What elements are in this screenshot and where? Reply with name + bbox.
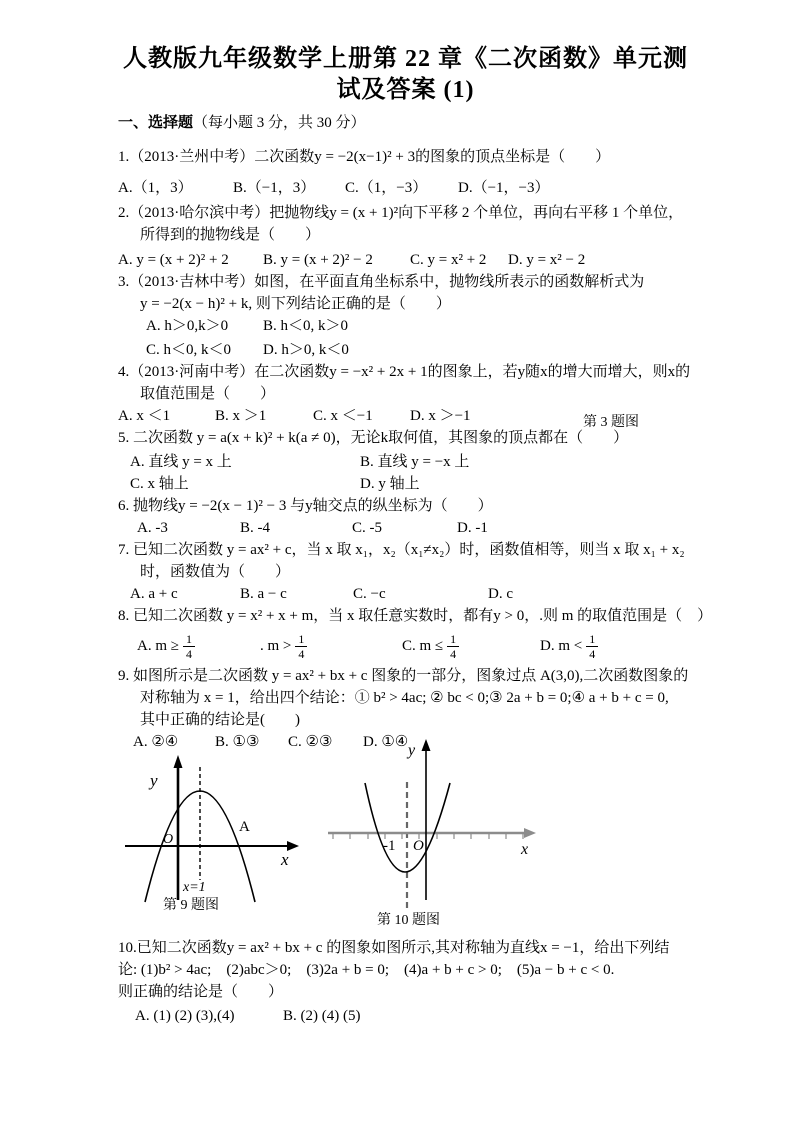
question-2-option-a: A. y = (x + 2)² + 2: [118, 252, 229, 268]
question-7: [118, 539, 693, 605]
question-6-option-d: D. -1: [457, 520, 488, 536]
page-title: [118, 44, 693, 106]
question-2-options: [118, 249, 693, 271]
page-title-line-1: 人教版九年级数学上册第 22 章《二次函数》单元测: [123, 46, 688, 72]
question-1-option-a: A.（1，3）: [118, 180, 193, 196]
question-10-line-3: 则正确的结论是（ ）: [118, 984, 284, 1000]
question-8-option-d: [540, 633, 598, 660]
question-8-option-d-text: D. m <: [540, 638, 583, 654]
question-7-options: [118, 583, 693, 605]
question-8-option-b-text: . m >: [260, 638, 292, 654]
question-6-option-b: B. -4: [240, 520, 270, 536]
figure-9-caption: 第 9 题图: [163, 898, 219, 913]
question-3-line-2: y = −2(x − h)² + k, 则下列结论正确的是（ ）: [140, 296, 451, 312]
figure-question-10: [322, 737, 552, 929]
x-axis-label: x: [521, 841, 529, 858]
origin-label: O: [163, 832, 174, 847]
x-axis-arrow: [287, 841, 299, 851]
question-2: [118, 202, 693, 271]
fraction: [183, 633, 195, 660]
question-4-option-b: B. x ＞1: [215, 408, 267, 424]
fraction: [586, 633, 598, 660]
question-10-line-1: 10.已知二次函数y = ax² + bx + c 的图象如图所示,其对称轴为直线x = −1，给出下列结: [118, 940, 670, 956]
fraction-numerator: 1: [295, 633, 307, 647]
fraction: [447, 633, 459, 660]
question-1-option-b: B.（−1，3）: [233, 180, 316, 196]
point-a-label: A: [239, 819, 250, 835]
question-7-option-d: D. c: [488, 586, 513, 602]
question-4-option-d: D. x ＞−1: [410, 408, 471, 424]
question-8: [118, 605, 713, 665]
question-8-line-1: 8. 已知二次函数 y = x² + x + m，当 x 取任意实数时，都有y > 0，.则 m 的取值范围是（ ）: [118, 608, 713, 624]
question-10-options: [118, 1005, 693, 1027]
fraction-denominator: 4: [589, 646, 596, 661]
symmetry-axis-label: x=1: [183, 880, 206, 895]
question-3-option-b: B. h＜0, k＞0: [263, 318, 349, 334]
question-8-option-b: [260, 633, 402, 660]
question-2-option-b: B. y = (x + 2)² − 2: [263, 252, 373, 268]
question-6-options: [118, 517, 693, 539]
question-10-line-2: 论: (1)b² > 4ac; (2)abc＞0; (3)2a + b = 0; (4)a + b + c > 0; (5)a − b + c < 0.: [118, 962, 615, 978]
fraction-denominator: 4: [298, 646, 305, 661]
question-5-option-c: C. x 轴上: [130, 476, 189, 492]
question-1-option-d: D.（−1，−3）: [458, 180, 550, 196]
question-5-option-a: A. 直线 y = x 上: [130, 454, 232, 470]
question-7-option-a: A. a + c: [130, 586, 178, 602]
x-axis-arrow: [524, 828, 536, 838]
question-7-line-1: 7. 已知二次函数 y = ax² + c，当 x 取 x₁，x₂（x₁≠x₂）时，函数值相等，则当 x 取 x₁ + x₂: [118, 542, 685, 558]
y-axis-label: y: [150, 771, 158, 790]
question-5-option-b: B. 直线 y = −x 上: [360, 454, 470, 470]
question-8-options: [118, 627, 693, 665]
question-9-line-1: 9. 如图所示是二次函数 y = ax² + bx + c 图象的一部分，图象过点 A(3,0),二次函数图象的: [118, 668, 689, 684]
fraction-denominator: 4: [450, 646, 457, 661]
section-heading-bold: 一、选择题: [118, 115, 194, 131]
question-4-option-a: A. x ＜1: [118, 408, 171, 424]
question-8-option-a: [137, 633, 260, 660]
question-7-option-c: C. −c: [353, 586, 386, 602]
origin-label: O: [413, 838, 424, 854]
question-4-line-1: 4.（2013·河南中考）在二次函数y = −x² + 2x + 1的图象上，若y随x的增大而增大，则x的: [118, 364, 691, 380]
question-10-option-b: B. (2) (4) (5): [283, 1008, 361, 1024]
question-8-option-c: [402, 633, 540, 660]
fraction-numerator: 1: [586, 633, 598, 647]
question-5-option-d: D. y 轴上: [360, 476, 420, 492]
section-heading: [118, 113, 693, 134]
question-3-options-row-2: [118, 339, 693, 361]
x-tick-label: -1: [383, 838, 396, 854]
question-3: [118, 271, 693, 361]
question-3-line-1: 3.（2013·吉林中考）如图，在平面直角坐标系中，抛物线所表示的函数解析式为: [118, 274, 645, 290]
y-axis-arrow: [422, 739, 431, 751]
question-9-option-d: D. ①④: [363, 734, 409, 750]
question-6-option-c: C. -5: [352, 520, 382, 536]
y-axis-label: y: [408, 742, 416, 759]
question-1-options: [118, 177, 693, 199]
section-heading-rest: （每小题 3 分，共 30 分）: [193, 115, 366, 131]
question-3-option-a: A. h＞0,k＞0: [146, 318, 229, 334]
figure-10-caption: 第 10 题图: [377, 913, 440, 928]
question-1-option-c: C.（1，−3）: [345, 180, 428, 196]
question-6-line-1: 6. 抛物线y = −2(x − 1)² − 3 与y轴交点的纵坐标为（ ）: [118, 498, 493, 514]
question-4-option-c: C. x ＜−1: [313, 408, 373, 424]
fraction-denominator: 4: [185, 646, 192, 661]
fraction-numerator: 1: [183, 633, 195, 647]
x-axis-label: x: [281, 850, 289, 869]
question-5: [118, 427, 693, 495]
question-2-option-d: D. y = x² − 2: [508, 252, 586, 268]
question-9-line-3: 其中正确的结论是( ): [140, 712, 300, 728]
question-9-option-c: C. ②③: [288, 734, 333, 750]
figure-question-9: [120, 752, 310, 916]
question-6: [118, 495, 693, 539]
fraction: [295, 633, 307, 660]
question-7-option-b: B. a − c: [240, 586, 287, 602]
question-9-line-2: 对称轴为 x = 1，给出四个结论：① b² > 4ac; ② bc < 0;③ 2a + b = 0;④ a + b + c = 0,: [140, 690, 669, 706]
question-3-option-c: C. h＜0, k＜0: [146, 342, 232, 358]
question-5-options-row-2: [118, 473, 693, 495]
question-9-option-b: B. ①③: [215, 734, 260, 750]
question-3-option-d: D. h＞0, k＜0: [263, 342, 349, 358]
y-axis-arrow: [174, 755, 183, 768]
figure-question3-note: 第 3 题图: [583, 415, 639, 430]
question-1: [118, 146, 693, 199]
question-1-line-1: 1.（2013·兰州中考）二次函数y = −2(x−1)² + 3的图象的顶点坐标是（ ）: [118, 149, 611, 165]
question-4-line-2: 取值范围是（ ）: [140, 386, 276, 402]
question-2-line-2: 所得到的抛物线是（ ）: [140, 227, 321, 243]
question-5-line-1: 5. 二次函数 y = a(x + k)² + k(a ≠ 0)，无论k取何值，其图象的顶点都在（ ）: [118, 430, 629, 446]
question-7-line-2: 时，函数值为（ ）: [140, 564, 291, 580]
fraction-numerator: 1: [447, 633, 459, 647]
question-6-option-a: A. -3: [137, 520, 168, 536]
question-8-option-c-text: C. m ≤: [402, 638, 444, 654]
question-10-option-a: A. (1) (2) (3),(4): [135, 1008, 235, 1024]
page-title-line-2: 试及答案 (1): [336, 77, 475, 103]
question-2-option-c: C. y = x² + 2: [410, 252, 487, 268]
question-3-options-row-1: [118, 315, 693, 337]
question-8-option-a-text: A. m ≥: [137, 638, 179, 654]
question-2-line-1: 2.（2013·哈尔滨中考）把抛物线y = (x + 1)²向下平移 2 个单位，再向右平移 1 个单位，: [118, 205, 684, 221]
question-10: [118, 937, 693, 1027]
question-9-option-a: A. ②④: [133, 734, 179, 750]
question-5-options-row-1: [118, 451, 693, 473]
